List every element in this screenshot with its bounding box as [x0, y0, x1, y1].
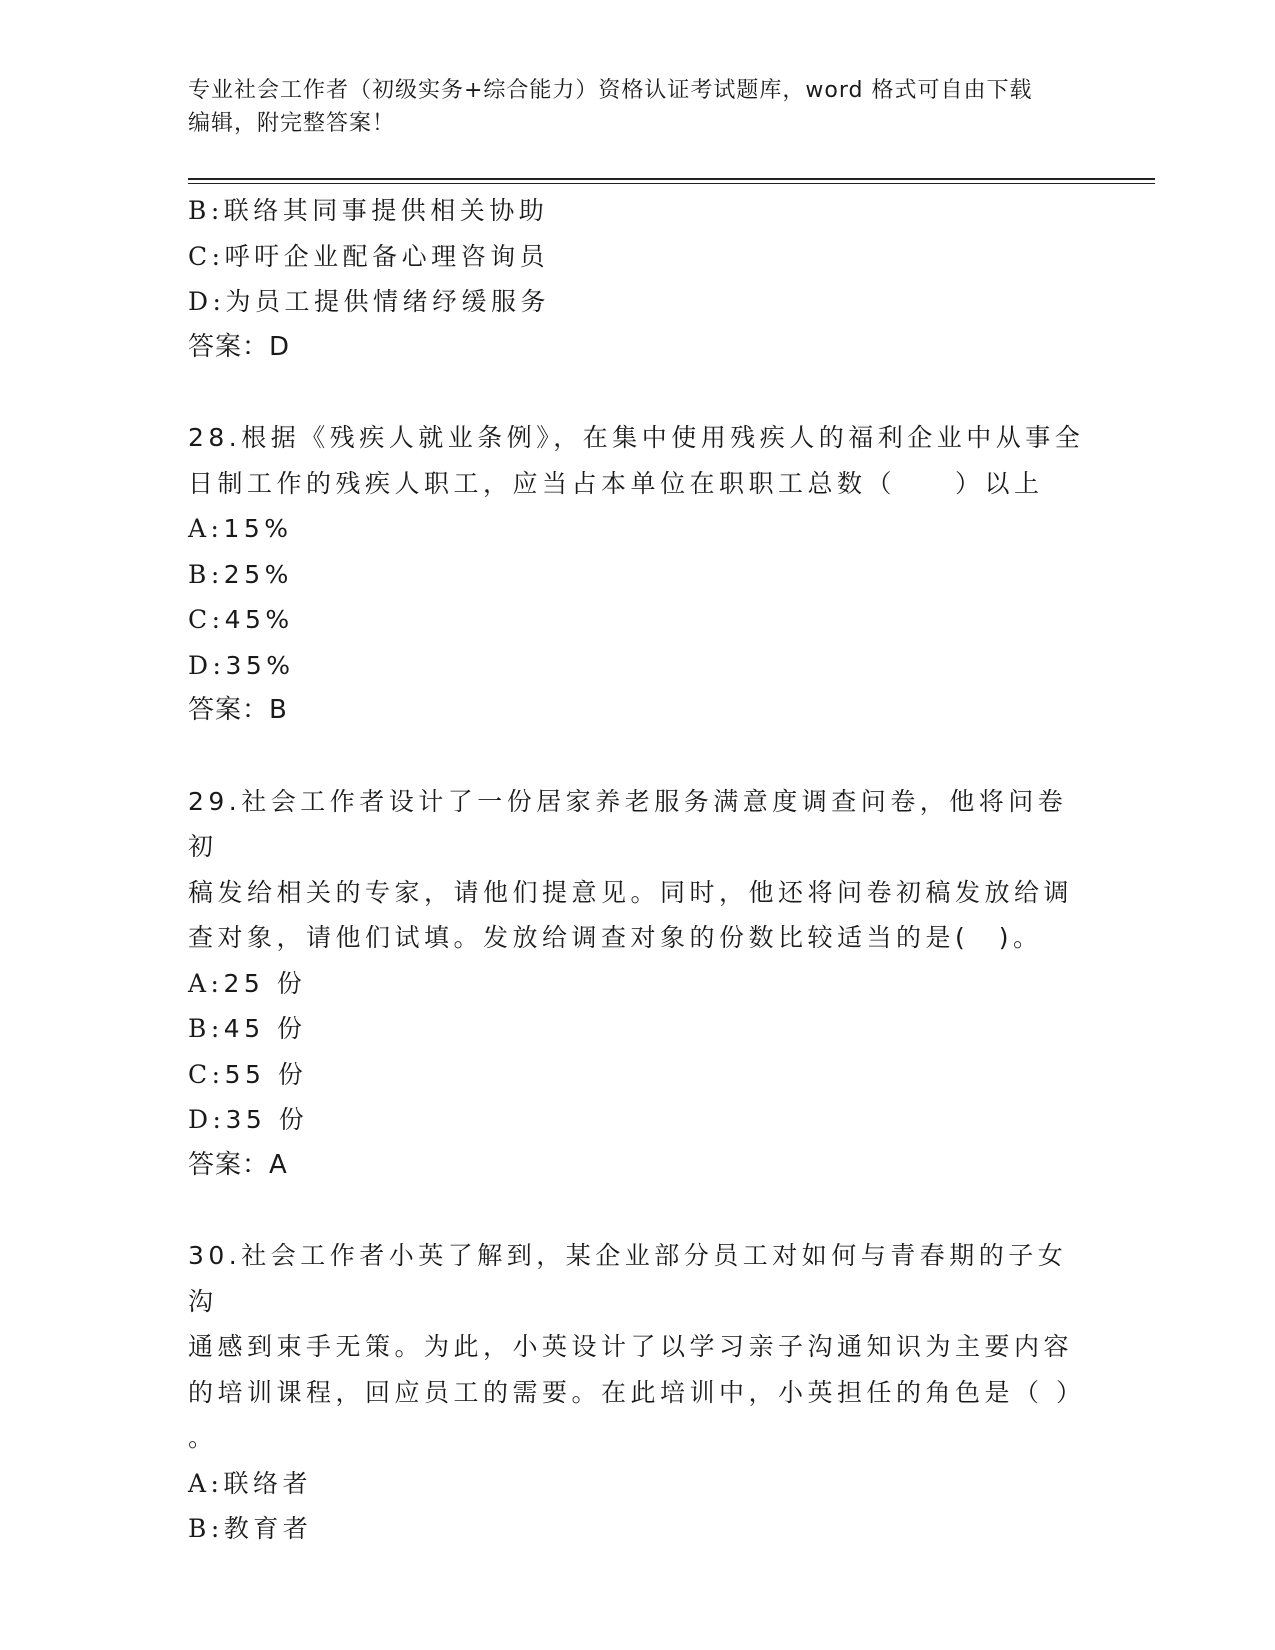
answer-line: 答案：A: [188, 1149, 288, 1180]
question-text-line: 稿发给相关的专家，请他们提意见。同时，他还将问卷初稿发放给调: [188, 877, 1074, 907]
option-c: C:55 份: [188, 1059, 308, 1089]
question-text-line: 日制工作的残疾人职工，应当占本单位在职职工总数（ ）以上: [188, 468, 1044, 498]
option-d: D:35%: [188, 650, 295, 680]
option-b: B:25%: [188, 559, 293, 589]
answer-line: 答案：D: [188, 331, 291, 362]
question-text-line: 29.社会工作者设计了一份居家养老服务满意度调查问卷，他将问卷初: [188, 786, 1068, 861]
question-text-line: 。: [188, 1423, 218, 1452]
header-divider-thick: [188, 178, 1155, 180]
option-b: B:教育者: [188, 1514, 313, 1543]
question-28: [188, 415, 1088, 734]
question-list: [188, 188, 1088, 1552]
option-a: A:15%: [188, 514, 293, 543]
option-b: B:联络其同事提供相关协助: [188, 196, 549, 225]
document-header: [188, 74, 1088, 140]
question-27-tail: [188, 188, 1088, 370]
option-c: C:呼吁企业配备心理咨询员: [188, 241, 550, 271]
question-30: [188, 1233, 1088, 1552]
option-a: A:联络者: [188, 1468, 312, 1498]
option-d: D:为员工提供情绪纾缓服务: [188, 287, 550, 316]
option-d: D:35 份: [188, 1105, 309, 1134]
question-text-line: 查对象，请他们试填。发放给调查对象的份数比较适当的是( )。: [188, 923, 1043, 952]
question-29: [188, 779, 1088, 1189]
header-line-1: 专业社会工作者（初级实务+综合能力）资格认证考试题库，word 格式可自由下载: [188, 78, 1033, 103]
header-line-2: 编辑，附完整答案！: [188, 111, 396, 136]
question-text-line: 30.社会工作者小英了解到，某企业部分员工对如何与青春期的子女沟: [188, 1241, 1068, 1316]
option-b: B:45 份: [188, 1014, 307, 1043]
question-text-line: 28.根据《残疾人就业条例》，在集中使用残疾人的福利企业中从事全: [188, 423, 1085, 452]
question-text-line: 通感到束手无策。为此，小英设计了以学习亲子沟通知识为主要内容: [188, 1332, 1074, 1361]
question-text-line: 的培训课程，回应员工的需要。在此培训中，小英担任的角色是（ ）: [188, 1377, 1086, 1407]
answer-line: 答案：B: [188, 695, 288, 725]
option-c: C:45%: [188, 605, 294, 634]
header-divider-thin: [188, 183, 1155, 184]
option-a: A:25 份: [188, 968, 307, 998]
